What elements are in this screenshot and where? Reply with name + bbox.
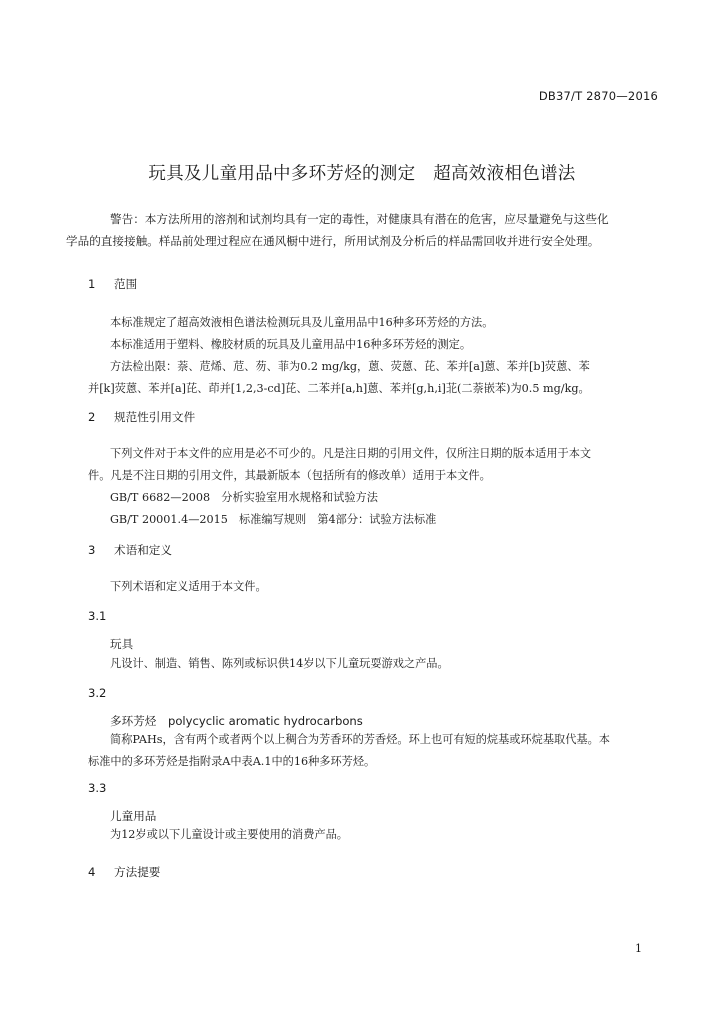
term-name: 玩具 [110, 637, 134, 651]
reference-item: GB/T 20001.4—2015 标准编写规则 第4部分：试验方法标准 [110, 513, 437, 526]
section-number: 1 [88, 277, 96, 291]
warning-line-1: 警告：本方法所用的溶剂和试剂均具有一定的毒性，对健康具有潜在的危害，应尽量避免与这些化 [110, 212, 609, 226]
section-1-heading [88, 276, 137, 292]
term-definition: 凡设计、制造、销售、陈列或标识供14岁以下儿童玩耍游戏之产品。 [110, 657, 449, 670]
document-code: DB37/T 2870—2016 [538, 89, 658, 103]
term-number: 3.1 [88, 609, 107, 623]
term-name: 儿童用品 [110, 809, 157, 823]
section-title: 术语和定义 [114, 543, 172, 557]
section-title: 方法提要 [114, 865, 161, 879]
section-3-heading [88, 542, 172, 558]
section-number: 2 [88, 410, 96, 424]
paragraph: 本标准适用于塑料、橡胶材质的玩具及儿童用品中16种多环芳烃的测定。 [110, 338, 472, 351]
section-2-body [88, 443, 660, 531]
paragraph-continuation: 标准中的多环芳烃是指附录A中表A.1中的16种多环芳烃。 [88, 755, 376, 768]
section-3-intro: 下列术语和定义适用于本文件。 [110, 580, 267, 593]
section-number: 4 [88, 865, 96, 879]
term-definition [88, 729, 660, 773]
paragraph-continuation: 并[k]荧蒽、苯并[a]芘、茚并[1,2,3-cd]芘、二苯并[a,h]蒽、苯并[g,h,i]苝(二萘嵌苯)为0.5 mg/kg。 [88, 382, 590, 395]
term-definition: 为12岁或以下儿童设计或主要使用的消费产品。 [110, 828, 348, 841]
paragraph: 简称PAHs，含有两个或者两个以上稠合为芳香环的芳香烃。环上也可有短的烷基或环烷基取代基。本 [110, 733, 610, 746]
section-number: 3 [88, 543, 96, 557]
section-title: 规范性引用文件 [114, 410, 196, 424]
reference-item: GB/T 6682—2008 分析实验室用水规格和试验方法 [110, 491, 378, 504]
section-title: 范围 [114, 277, 138, 291]
section-1-body [88, 312, 660, 400]
warning-line-2: 学品的直接接触。样品前处理过程应在通风橱中进行，所用试剂及分析后的样品需回收并进行安全处理。 [66, 234, 600, 248]
paragraph: 本标准规定了超高效液相色谱法检测玩具及儿童用品中16种多环芳烃的方法。 [110, 316, 494, 329]
term-name: 多环芳烃 polycyclic aromatic hydrocarbons [110, 714, 363, 728]
section-2-heading [88, 409, 195, 425]
paragraph: 下列文件对于本文件的应用是必不可少的。凡是注日期的引用文件，仅所注日期的版本适用于本文 [110, 447, 592, 460]
term-number: 3.3 [88, 781, 107, 795]
paragraph-continuation: 件。凡是不注日期的引用文件，其最新版本（包括所有的修改单）适用于本文件。 [88, 469, 491, 482]
safety-warning [66, 208, 660, 252]
section-4-heading [88, 864, 160, 880]
term-number: 3.2 [88, 686, 107, 700]
document-title: 玩具及儿童用品中多环芳烃的测定 超高效液相色谱法 [148, 164, 576, 184]
page-number: 1 [635, 942, 642, 955]
paragraph: 方法检出限：萘、苊烯、苊、芴、菲为0.2 mg/kg，蒽、荧蒽、芘、苯并[a]蒽、苯并[b]荧蒽、苯 [110, 360, 590, 373]
